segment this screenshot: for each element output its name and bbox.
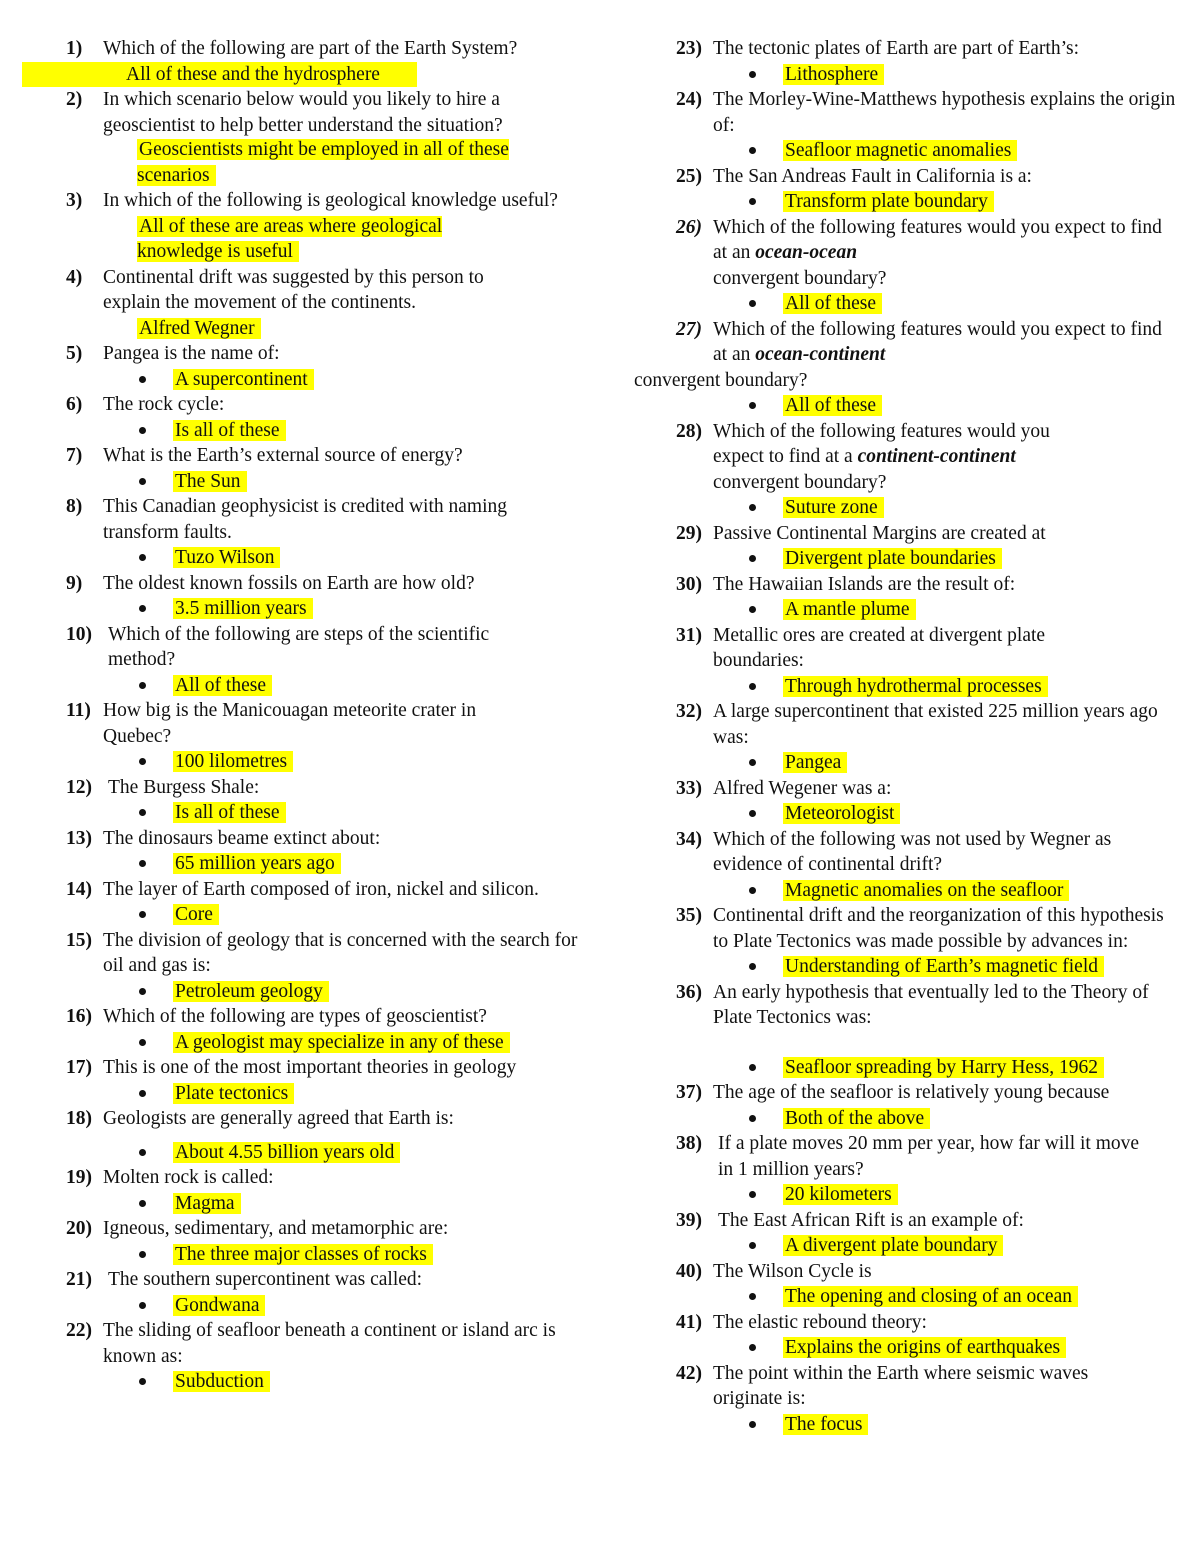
highlighted-answer: 65 million years ago: [173, 853, 341, 874]
question-number: 14): [66, 878, 92, 900]
highlighted-answer: About 4.55 billion years old: [173, 1142, 400, 1163]
highlighted-answer: Pangea: [783, 752, 847, 773]
question-number: 1): [66, 38, 83, 59]
highlighted-answer: All of these are areas where geological knowledge is useful: [137, 215, 443, 262]
highlighted-answer: A mantle plume: [783, 599, 916, 620]
answer-10: [66, 673, 576, 699]
highlighted-answer: The opening and closing of an ocean: [783, 1286, 1078, 1307]
highlighted-answer: All of these: [173, 675, 272, 696]
question-number: 16): [66, 1006, 92, 1027]
question-31: [676, 623, 1133, 674]
highlighted-answer: Understanding of Earth’s magnetic field: [783, 956, 1104, 977]
highlighted-answer: All of these: [783, 395, 882, 416]
answer-24: [676, 138, 1176, 164]
question-23: [676, 36, 1176, 62]
highlighted-answer: Meteorologist: [783, 803, 900, 824]
question-number: 22): [66, 1320, 92, 1341]
answer-33: [676, 801, 1176, 827]
question-text: The San Andreas Fault in California is a:: [713, 165, 1032, 187]
answer-39: [676, 1233, 1176, 1259]
answer-19: [66, 1191, 576, 1217]
answer-14: [66, 902, 576, 928]
question-38: [676, 1131, 1158, 1182]
question-number: 15): [66, 929, 92, 951]
question-text: The Burgess Shale:: [108, 776, 260, 798]
question-text: The division of geology that is concerned with the search for oil and gas is:: [103, 929, 578, 976]
highlighted-answer: Magnetic anomalies on the seafloor: [783, 880, 1069, 901]
answer-28: [676, 495, 1176, 521]
question-number: 17): [66, 1057, 92, 1078]
answer-7: [66, 469, 576, 495]
question-7: [66, 443, 576, 469]
question-number: 34): [676, 828, 702, 850]
left-column: [66, 36, 576, 1395]
answer-29: [676, 546, 1176, 572]
answer-15: [66, 979, 576, 1005]
answer-30: [676, 597, 1176, 623]
answer-21: [66, 1293, 576, 1319]
highlighted-answer: Seafloor spreading by Harry Hess, 1962: [783, 1057, 1104, 1078]
question-42: [676, 1361, 1153, 1412]
question-text: In which scenario below would you likely to hire a geoscientist to help better understand the situation?: [103, 89, 503, 136]
question-emphasis: ocean-ocean: [755, 242, 858, 263]
highlighted-answer: The focus: [783, 1414, 868, 1435]
answer-20: [66, 1242, 576, 1268]
question-5: [66, 341, 576, 367]
highlighted-answer: Magma: [173, 1193, 241, 1214]
question-text: [713, 419, 1053, 496]
question-number: 30): [676, 573, 702, 595]
question-17: [66, 1055, 576, 1081]
question-11: [66, 698, 543, 749]
question-text: The dinosaurs beame extinct about:: [103, 827, 381, 849]
question-3: [66, 188, 573, 214]
answer-9: [66, 596, 576, 622]
highlighted-answer: Through hydrothermal processes: [783, 676, 1048, 697]
question-text: Metallic ores are created at divergent plate boundaries:: [713, 624, 1046, 671]
highlighted-answer: Plate tectonics: [173, 1083, 294, 1104]
question-number: 41): [676, 1311, 702, 1333]
question-number: 11): [66, 700, 91, 721]
answer-34: [676, 878, 1176, 904]
question-29: [676, 521, 1176, 547]
question-text: Which of the following are types of geoscientist?: [103, 1006, 487, 1027]
answer-5: [66, 367, 576, 393]
question-emphasis: continent-continent: [857, 446, 1016, 467]
question-number: 9): [66, 572, 83, 594]
question-text: An early hypothesis that eventually led to the Theory of Plate Tectonics was:: [713, 981, 1149, 1028]
question-4: [66, 265, 523, 316]
question-text: Continental drift and the reorganization of this hypothesis to Plate Tectonics was made possible by advances in:: [713, 905, 1164, 952]
question-36: [676, 980, 1176, 1031]
answer-31: [676, 674, 1176, 700]
question-number: 8): [66, 496, 83, 517]
highlighted-answer: The three major classes of rocks: [173, 1244, 433, 1265]
highlighted-answer: Transform plate boundary: [783, 191, 994, 212]
highlighted-answer: 20 kilometers: [783, 1184, 898, 1205]
question-number: 23): [676, 38, 702, 59]
question-22: [66, 1318, 593, 1369]
question-18: [66, 1106, 576, 1132]
question-32: [676, 699, 1176, 750]
answer-41: [676, 1335, 1176, 1361]
highlighted-answer: Lithosphere: [783, 64, 884, 85]
highlighted-answer: Is all of these: [173, 802, 286, 823]
highlighted-answer: Subduction: [173, 1371, 270, 1392]
answer-17: [66, 1081, 576, 1107]
question-text: The elastic rebound theory:: [713, 1311, 927, 1333]
question-number: 10): [66, 623, 92, 645]
question-20: [66, 1216, 576, 1242]
answer-18: [66, 1140, 576, 1166]
highlighted-answer: The Sun: [173, 471, 247, 492]
question-number: 25): [676, 165, 702, 187]
highlighted-answer: Divergent plate boundaries: [783, 548, 1002, 569]
question-number: 24): [676, 89, 702, 110]
question-text: Continental drift was suggested by this person to explain the movement of the continents.: [103, 266, 484, 313]
question-2: [66, 87, 503, 138]
question-number: 33): [676, 777, 702, 799]
question-27: [634, 317, 1176, 394]
answer-8: [66, 545, 576, 571]
question-text: This is one of the most important theories in geology: [103, 1057, 517, 1078]
question-text: If a plate moves 20 mm per year, how far will it move in 1 million years?: [718, 1133, 1140, 1180]
question-text: Passive Continental Margins are created at: [713, 522, 1046, 544]
highlighted-answer: Suture zone: [783, 497, 884, 518]
question-21: [66, 1267, 576, 1293]
question-emphasis: ocean-continent: [755, 344, 886, 365]
question-text-end: convergent boundary?: [713, 471, 887, 493]
question-text: The Hawaiian Islands are the result of:: [713, 573, 1016, 595]
answer-40: [676, 1284, 1176, 1310]
question-number: 36): [676, 981, 702, 1003]
question-text: In which of the following is geological knowledge useful?: [103, 190, 558, 211]
highlighted-answer: Core: [173, 904, 219, 925]
question-number: 29): [676, 522, 702, 544]
question-text: The southern supercontinent was called:: [108, 1269, 423, 1290]
question-text: The point within the Earth where seismic waves originate is:: [713, 1362, 1089, 1409]
answer-32: [676, 750, 1176, 776]
question-text-start: Which of the following features would you expect to find at a: [713, 420, 1050, 467]
answer-25: [676, 189, 1176, 215]
question-14: [66, 877, 563, 903]
highlighted-answer: Tuzo Wilson: [173, 547, 280, 568]
question-41: [676, 1310, 1176, 1336]
question-text: A large supercontinent that existed 225 million years ago was:: [713, 701, 1158, 748]
highlighted-answer: Both of the above: [783, 1108, 930, 1129]
answer-38: [676, 1182, 1176, 1208]
question-number: 32): [676, 701, 702, 722]
question-37: [676, 1080, 1176, 1106]
highlighted-answer: 3.5 million years: [173, 598, 313, 619]
answer-35: [676, 954, 1176, 980]
highlighted-answer: Geoscientists might be employed in all of these scenarios: [137, 139, 509, 186]
answer-42: [676, 1412, 1176, 1438]
highlighted-answer: A divergent plate boundary: [783, 1235, 1003, 1256]
question-number: 39): [676, 1209, 702, 1231]
highlighted-answer: 100 lilometres: [173, 751, 293, 772]
question-9: [66, 571, 576, 597]
question-13: [66, 826, 576, 852]
question-number: 3): [66, 190, 83, 211]
question-text-start: Which of the following features would you expect to find at an: [713, 318, 1162, 365]
answer-36: [676, 1055, 1176, 1081]
question-number: 38): [676, 1133, 702, 1154]
question-number: 19): [66, 1167, 92, 1188]
question-number: 26): [676, 216, 702, 238]
highlighted-answer: All of these: [783, 293, 882, 314]
question-text: Pangea is the name of:: [103, 343, 280, 364]
answer-16: [66, 1030, 576, 1056]
question-text: The age of the seafloor is relatively young because: [713, 1082, 1110, 1103]
highlighted-answer: Alfred Wegner: [137, 318, 261, 339]
highlighted-answer: Is all of these: [173, 420, 286, 441]
question-24: [676, 87, 1176, 138]
question-30: [676, 572, 1176, 598]
answer-1: [22, 62, 576, 88]
question-number: 28): [676, 420, 702, 442]
highlighted-answer: Petroleum geology: [173, 981, 329, 1002]
question-16: [66, 1004, 576, 1030]
answer-3: [66, 214, 497, 265]
question-number: 5): [66, 343, 83, 364]
highlighted-answer: Seafloor magnetic anomalies: [783, 140, 1017, 161]
question-number: 42): [676, 1362, 702, 1384]
question-text: This Canadian geophysicist is credited with naming transform faults.: [103, 496, 508, 543]
question-text: Molten rock is called:: [103, 1167, 274, 1188]
question-text: The Morley-Wine-Matthews hypothesis explains the origin of:: [713, 89, 1176, 136]
question-text: Which of the following are part of the Earth System?: [103, 38, 518, 59]
question-text: Which of the following are steps of the scientific method?: [108, 623, 490, 670]
question-number: 6): [66, 394, 83, 415]
question-text: What is the Earth’s external source of energy?: [103, 445, 463, 466]
question-number: 20): [66, 1218, 92, 1239]
question-6: [66, 392, 576, 418]
question-35: [676, 903, 1173, 954]
question-text: The Wilson Cycle is: [713, 1260, 872, 1282]
question-text: The sliding of seafloor beneath a continent or island arc is known as:: [103, 1320, 556, 1367]
answer-4: [66, 316, 576, 342]
question-12: [66, 775, 576, 801]
question-number: 40): [676, 1260, 702, 1282]
highlighted-answer: Gondwana: [173, 1295, 265, 1316]
question-25: [676, 164, 1176, 190]
highlighted-answer: All of these and the hydrosphere: [22, 62, 417, 88]
question-number: 27): [676, 318, 702, 340]
question-number: 4): [66, 266, 83, 288]
question-text: Igneous, sedimentary, and metamorphic are:: [103, 1218, 449, 1239]
question-number: 12): [66, 776, 92, 798]
question-number: 7): [66, 445, 83, 466]
answer-27: [676, 393, 1176, 419]
question-15: [66, 928, 583, 979]
question-text: Which of the following was not used by Wegner as evidence of continental drift?: [713, 828, 1112, 875]
question-26: [676, 215, 1176, 292]
question-number: 21): [66, 1269, 92, 1290]
question-40: [676, 1259, 1176, 1285]
question-number: 31): [676, 624, 702, 646]
question-text: Alfred Wegener was a:: [713, 777, 892, 799]
right-column: [634, 36, 1176, 1437]
question-text: Geologists are generally agreed that Earth is:: [103, 1108, 454, 1129]
question-28: [676, 419, 1053, 496]
question-text: The tectonic plates of Earth are part of Earth’s:: [713, 38, 1080, 59]
question-text-start: Which of the following features would you expect to find at an: [713, 216, 1162, 263]
answer-12: [66, 800, 576, 826]
highlighted-answer: A supercontinent: [173, 369, 314, 390]
answer-6: [66, 418, 576, 444]
question-text: How big is the Manicouagan meteorite crater in Quebec?: [103, 700, 477, 747]
question-number: 37): [676, 1082, 702, 1103]
question-text: The East African Rift is an example of:: [718, 1209, 1024, 1231]
answer-13: [66, 851, 576, 877]
answer-2: [66, 137, 557, 188]
question-39: [676, 1208, 1176, 1234]
question-text: The layer of Earth composed of iron, nickel and silicon.: [103, 878, 539, 900]
question-number: 2): [66, 89, 83, 110]
question-text: The oldest known fossils on Earth are how old?: [103, 572, 475, 594]
question-number: 35): [676, 905, 702, 926]
question-10: [66, 622, 548, 673]
question-number: 13): [66, 827, 92, 849]
question-19: [66, 1165, 576, 1191]
answer-37: [676, 1106, 1176, 1132]
question-text: The rock cycle:: [103, 394, 225, 415]
answer-26: [676, 291, 1176, 317]
answer-11: [66, 749, 576, 775]
question-number: 18): [66, 1108, 92, 1129]
answer-23: [676, 62, 1176, 88]
highlighted-answer: Explains the origins of earthquakes: [783, 1337, 1066, 1358]
question-8: [66, 494, 583, 545]
question-34: [676, 827, 1176, 878]
highlighted-answer: A geologist may specialize in any of these: [173, 1032, 510, 1053]
question-text: [713, 215, 1176, 292]
answer-22: [66, 1369, 576, 1395]
question-text-end: convergent boundary?: [634, 369, 808, 391]
question-1: [66, 36, 576, 62]
question-33: [676, 776, 1176, 802]
question-text-end: convergent boundary?: [713, 267, 887, 289]
